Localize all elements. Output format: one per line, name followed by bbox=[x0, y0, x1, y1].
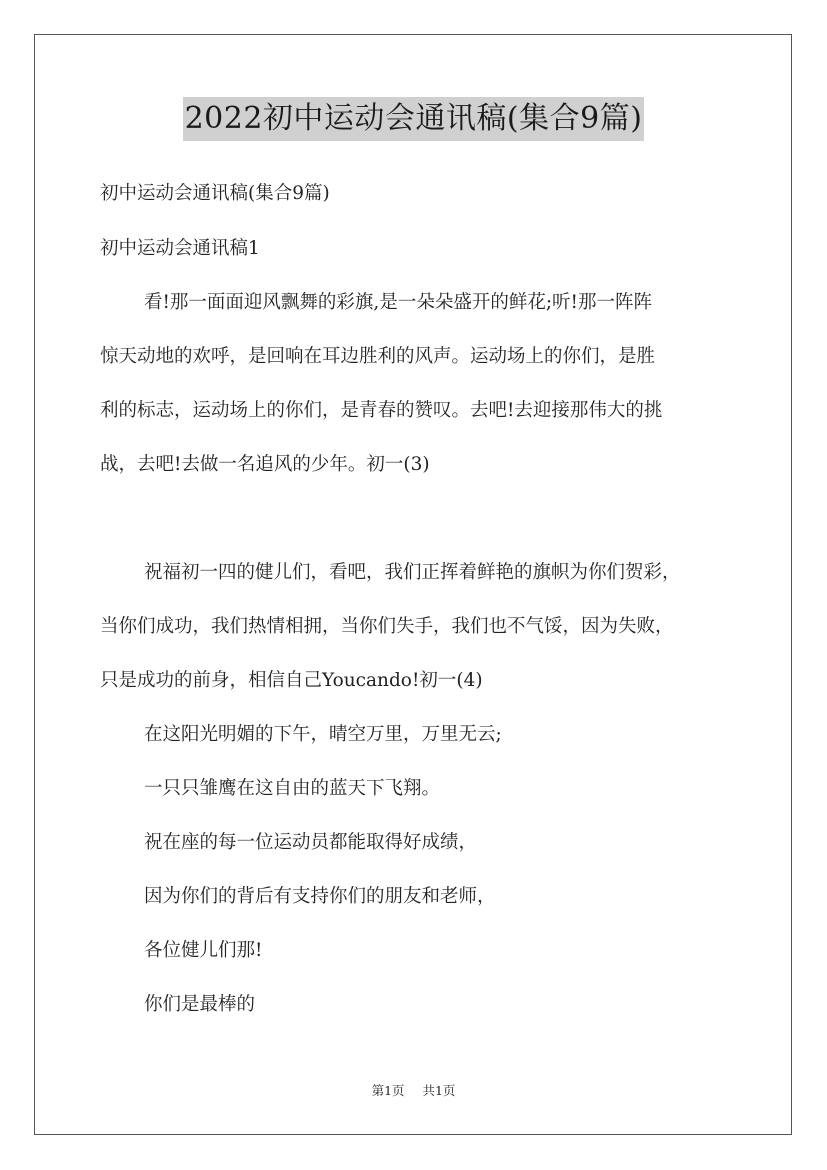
section-heading: 初中运动会通讯稿1 bbox=[100, 238, 260, 259]
paragraph-2-line-3: 只是成功的前身，相信自己Youcando!初一(4) bbox=[100, 670, 483, 691]
page-number-total: 共1页 bbox=[422, 1083, 456, 1098]
poem-line-1: 在这阳光明媚的下午，晴空万里，万里无云; bbox=[144, 724, 502, 745]
page-number-current: 第1页 bbox=[371, 1083, 405, 1098]
document-title: 2022初中运动会通讯稿(集合9篇) bbox=[183, 97, 645, 141]
poem-line-5: 各位健儿们那! bbox=[144, 940, 263, 961]
paragraph-1-line-1: 看!那一面面迎风飘舞的彩旗,是一朵朵盛开的鲜花;听!那一阵阵 bbox=[144, 292, 652, 313]
title-container bbox=[0, 97, 827, 141]
paragraph-1-line-4: 战，去吧!去做一名追风的少年。初一(3) bbox=[100, 454, 430, 475]
paragraph-1-line-3: 利的标志，运动场上的你们，是青春的赞叹。去吧!去迎接那伟大的挑 bbox=[100, 400, 663, 421]
poem-line-2: 一只只雏鹰在这自由的蓝天下飞翔。 bbox=[144, 778, 441, 799]
poem-line-6: 你们是最棒的 bbox=[144, 994, 256, 1015]
document-subtitle: 初中运动会通讯稿(集合9篇) bbox=[100, 183, 330, 204]
paragraph-2-line-1: 祝福初一四的健儿们，看吧，我们正挥着鲜艳的旗帜为你们贺彩， bbox=[144, 562, 681, 583]
paragraph-1-line-2: 惊天动地的欢呼，是回响在耳边胜利的风声。运动场上的你们，是胜 bbox=[100, 346, 656, 367]
page-footer bbox=[0, 1082, 827, 1100]
poem-line-3: 祝在座的每一位运动员都能取得好成绩， bbox=[144, 832, 478, 853]
poem-line-4: 因为你们的背后有支持你们的朋友和老师， bbox=[144, 886, 496, 907]
paragraph-2-line-2: 当你们成功，我们热情相拥，当你们失手，我们也不气馁，因为失败， bbox=[100, 616, 674, 637]
